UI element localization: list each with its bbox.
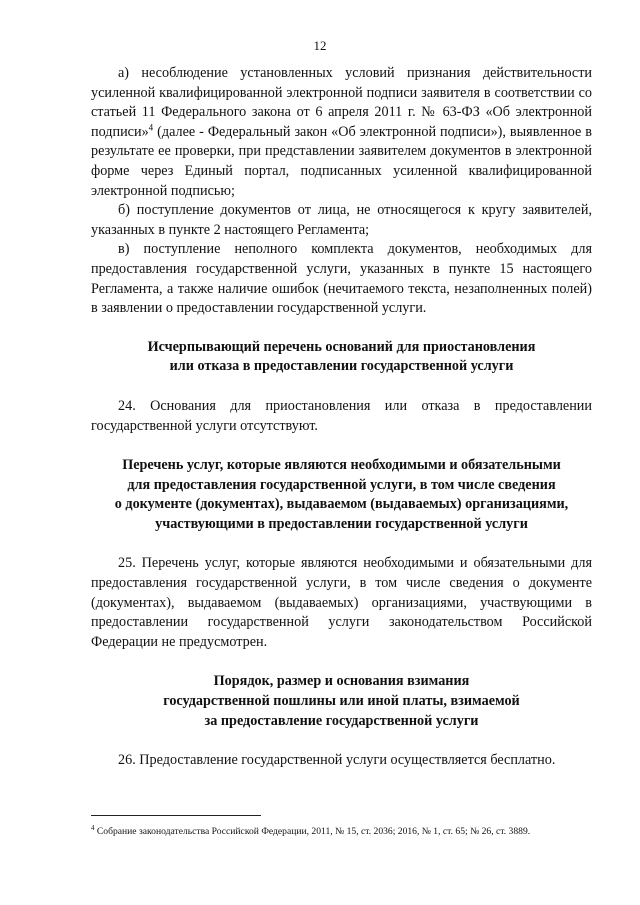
heading-required-services	[91, 456, 592, 534]
heading-line: участвующими в предоставлении государственной услуги	[155, 515, 528, 532]
heading-suspension-grounds	[91, 338, 592, 377]
heading-line: Перечень услуг, которые являются необходимыми и обязательными	[122, 457, 561, 474]
paragraph-25: 25. Перечень услуг, которые являются необходимыми и обязательными для предоставления государственной услуги, в том числе сведения о документе (документах), выдаваемом (выдаваемых) организациями, участвующими в предоставлении государственной услуги законодательством Российской Федерации не предусмотрен.	[91, 555, 592, 650]
heading-line: о документе (документах), выдаваемом (выдаваемых) организациями,	[114, 496, 569, 513]
paragraph-a-text-1: а) несоблюдение установленных условий признания действительности усиленной квалифицированной электронной подписи заявителя в соответствии со статьей 11 Федерального закона от 6 апреля 2011 г. № 63-ФЗ «Об электронной подписи»	[91, 65, 592, 140]
heading-line: Порядок, размер и основания взимания	[213, 673, 470, 690]
heading-line: государственной пошлины или иной платы, взимаемой	[163, 693, 520, 710]
paragraph-a-text-2: (далее - Федеральный закон «Об электронной подписи»), выявленное в результате ее проверки, при представлении заявителем документов в электронной форме через Единый портал, подписанных усиленной квалифицированной электронной подписью;	[91, 123, 592, 199]
page-number: 12	[313, 38, 327, 53]
footnote-reference[interactable]: 4	[148, 122, 154, 133]
footnote-divider	[91, 815, 261, 816]
paragraph-b: б) поступление документов от лица, не относящегося к кругу заявителей, указанных в пункте 2 настоящего Регламента;	[91, 202, 592, 238]
footnote-marker: 4	[91, 823, 95, 832]
heading-fee-procedure	[91, 672, 592, 731]
paragraph-a	[91, 64, 592, 201]
footnote	[91, 823, 592, 838]
heading-line: Исчерпывающий перечень оснований для приостановления	[147, 338, 536, 355]
heading-line: за предоставление государственной услуги	[204, 712, 479, 729]
page-content	[91, 64, 592, 771]
paragraph-24: 24. Основания для приостановления или отказа в предоставлении государственной услуги отсутствуют.	[91, 397, 592, 434]
heading-line: или отказа в предоставлении государственной услуги	[169, 358, 514, 375]
heading-line: для предоставления государственной услуги, в том числе сведения	[127, 476, 556, 493]
paragraph-26: 26. Предоставление государственной услуги осуществляется бесплатно.	[118, 752, 556, 769]
footnote-text: Собрание законодательства Российской Федерации, 2011, № 15, ст. 2036; 2016, № 1, ст. 65; № 26, ст. 3889.	[94, 826, 531, 837]
paragraph-v: в) поступление неполного комплекта документов, необходимых для предоставления государственной услуги, указанных в пункте 15 настоящего Регламента, а также наличие ошибок (нечитаемого текста, незаполненных полей) в заявлении о предоставлении государственной услуги.	[91, 241, 592, 317]
